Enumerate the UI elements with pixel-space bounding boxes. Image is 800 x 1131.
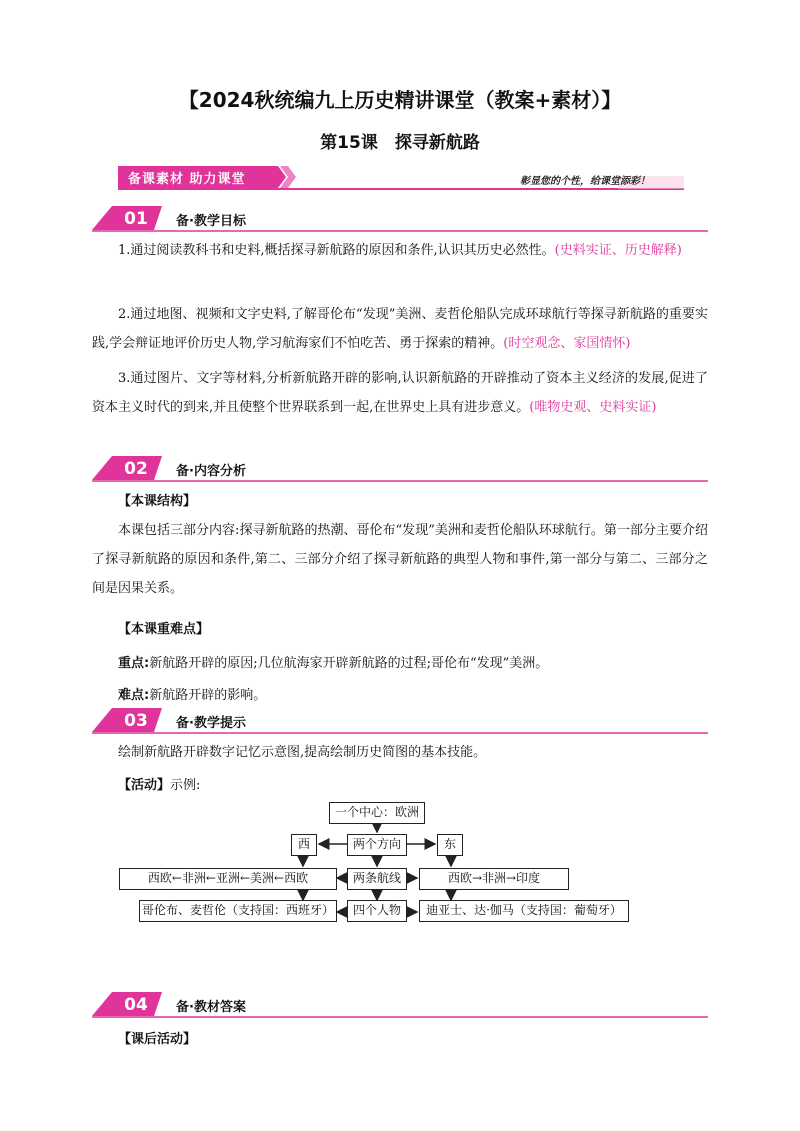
diagram-people-box: 四个人物 <box>347 900 407 922</box>
diagram-routes-box: 两条航线 <box>347 868 407 890</box>
diagram-east-box: 东 <box>437 834 463 856</box>
banner-slogan: 彰显您的个性，给课堂添彩！ <box>520 176 650 187</box>
section-label: 备·教材答案 <box>176 1000 246 1015</box>
difficult-point: 难点:新航路开辟的影响。 <box>118 688 267 703</box>
section-header-02 <box>92 456 708 482</box>
diagram-directions-box: 两个方向 <box>347 834 407 856</box>
lesson-title: 第15课 探寻新航路 <box>320 133 480 153</box>
section-number: 03 <box>124 711 148 731</box>
diagram-center-box: 一个中心：欧洲 <box>329 802 425 824</box>
route-diagram <box>115 800 645 920</box>
diagram-east-route-box: 西欧→非洲→印度 <box>419 868 569 890</box>
after-class-heading: 【课后活动】 <box>118 1032 197 1047</box>
goal-1: 1.通过阅读教科书和史料,概括探寻新航路的原因和条件,认识其历史必然性。(史料实证、历史解释) <box>118 243 682 258</box>
key-points-heading: 【本课重难点】 <box>118 622 210 637</box>
section-label: 备·教学提示 <box>176 716 246 731</box>
key-point: 重点:新航路开辟的原因;几位航海家开辟新航路的过程;哥伦布“发现”美洲。 <box>118 656 549 671</box>
structure-text: 本课包括三部分内容:探寻新航路的热潮、哥伦布“发现”美洲和麦哲伦船队环球航行。第一部分主要介绍了探寻新航路的原因和条件,第二、三部分介绍了探寻新航路的典型人物和事件,第一部分与第二、三部分之间是因果关系。 <box>92 523 708 596</box>
tips-text: 绘制新航路开辟数字记忆示意图,提高绘制历史简图的基本技能。 <box>118 745 487 760</box>
section-label: 备·教学目标 <box>176 214 246 229</box>
section-number: 04 <box>124 995 148 1015</box>
diagram-west-route-box: 西欧←非洲←亚洲←美洲←西欧 <box>119 868 337 890</box>
diagram-west-box: 西 <box>291 834 317 856</box>
page-title: 【2024秋统编九上历史精讲课堂（教案+素材）】 <box>178 88 622 112</box>
section-number: 02 <box>124 459 148 479</box>
goal-2: 2.通过地图、视频和文字史料,了解哥伦布“发现”美洲、麦哲伦船队完成环球航行等探寻新航路的重要实践,学会辩证地评价历史人物,学习航海家们不怕吃苦、勇于探索的精神。(时空观念、家国情怀) <box>92 307 708 351</box>
banner-label: 备课素材 助力课堂 <box>128 172 246 187</box>
section-number: 01 <box>124 209 148 229</box>
goal-3: 3.通过图片、文字等材料,分析新航路开辟的影响,认识新航路的开辟推动了资本主义经济的发展,促进了资本主义时代的到来,并且使整个世界联系到一起,在世界史上具有进步意义。(唯物史观、史料实证) <box>92 371 708 415</box>
diagram-west-people-box: 哥伦布、麦哲伦（支持国：西班牙） <box>139 900 337 922</box>
section-label: 备·内容分析 <box>176 464 246 479</box>
activity-line: 【活动】示例: <box>118 778 201 793</box>
structure-heading: 【本课结构】 <box>118 494 197 509</box>
diagram-east-people-box: 迪亚士、达·伽马（支持国：葡萄牙） <box>419 900 629 922</box>
section-header-01 <box>92 206 708 232</box>
section-header-03 <box>92 708 708 734</box>
section-header-04 <box>92 992 708 1018</box>
